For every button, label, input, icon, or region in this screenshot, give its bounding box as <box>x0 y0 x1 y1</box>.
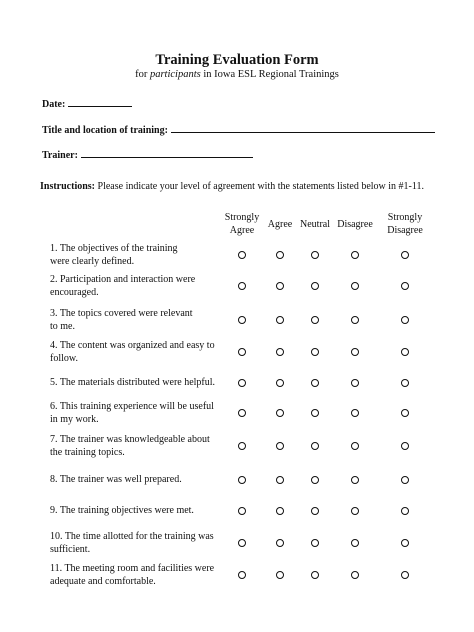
radio-q11-opt2[interactable] <box>276 571 284 579</box>
radio-q2-opt1[interactable] <box>238 282 246 290</box>
question-line1: 1. The objectives of the training <box>50 243 178 254</box>
radio-q9-opt5[interactable] <box>401 507 409 515</box>
scale-header-line1: Agree <box>267 219 293 230</box>
question-7 <box>50 434 225 459</box>
date-field <box>42 96 132 110</box>
radio-q4-opt5[interactable] <box>401 348 409 356</box>
radio-q11-opt4[interactable] <box>351 571 359 579</box>
scale-header-line1: Strongly <box>387 212 423 223</box>
radio-q1-opt1[interactable] <box>238 251 246 259</box>
radio-q11-opt1[interactable] <box>238 571 246 579</box>
question-line2: were clearly defined. <box>50 255 135 267</box>
form-subtitle <box>0 69 474 80</box>
scale-header-line2: Agree <box>229 225 255 236</box>
radio-q4-opt3[interactable] <box>311 348 319 356</box>
date-line[interactable] <box>68 96 132 107</box>
radio-q7-opt1[interactable] <box>238 442 246 450</box>
radio-q9-opt2[interactable] <box>276 507 284 515</box>
form-title: Training Evaluation Form <box>155 52 319 68</box>
instructions-text: Please indicate your level of agreement with the statements listed below in #1-11. <box>95 181 424 192</box>
question-line1: 3. The topics covered were relevant <box>50 308 193 319</box>
trainer-label: Trainer: <box>42 150 78 161</box>
question-line2: adequate and comfortable. <box>50 575 156 587</box>
question-line2: in my work. <box>50 413 99 425</box>
question-line2: the training topics. <box>50 446 125 458</box>
radio-q1-opt4[interactable] <box>351 251 359 259</box>
radio-q6-opt1[interactable] <box>238 409 246 417</box>
radio-q2-opt2[interactable] <box>276 282 284 290</box>
question-line1: 8. The trainer was well prepared. <box>50 474 182 485</box>
scale-header-4 <box>375 211 435 237</box>
question-line1: 2. Participation and interaction were <box>50 274 196 285</box>
scale-header-line1: Neutral <box>300 219 330 230</box>
question-11 <box>50 563 225 588</box>
radio-q9-opt1[interactable] <box>238 507 246 515</box>
radio-q1-opt3[interactable] <box>311 251 319 259</box>
question-line1: 5. The materials distributed were helpful. <box>50 377 216 388</box>
trainer-line[interactable] <box>81 147 253 158</box>
location-field <box>42 122 435 136</box>
question-8 <box>50 474 225 487</box>
radio-q5-opt2[interactable] <box>276 379 284 387</box>
radio-q11-opt3[interactable] <box>311 571 319 579</box>
radio-q2-opt4[interactable] <box>351 282 359 290</box>
radio-q3-opt1[interactable] <box>238 316 246 324</box>
radio-q8-opt1[interactable] <box>238 476 246 484</box>
question-line2: encouraged. <box>50 286 99 298</box>
radio-q6-opt2[interactable] <box>276 409 284 417</box>
question-line1: 10. The time allotted for the training was <box>50 531 214 542</box>
radio-q10-opt4[interactable] <box>351 539 359 547</box>
subtitle-prefix: for <box>135 69 150 80</box>
radio-q6-opt5[interactable] <box>401 409 409 417</box>
question-line2: to me. <box>50 320 75 332</box>
radio-q3-opt2[interactable] <box>276 316 284 324</box>
radio-q8-opt3[interactable] <box>311 476 319 484</box>
question-3 <box>50 308 225 333</box>
radio-q3-opt4[interactable] <box>351 316 359 324</box>
radio-q9-opt3[interactable] <box>311 507 319 515</box>
question-5 <box>50 377 225 390</box>
question-line2: sufficient. <box>50 543 91 555</box>
radio-q7-opt4[interactable] <box>351 442 359 450</box>
question-10 <box>50 531 225 556</box>
radio-q7-opt5[interactable] <box>401 442 409 450</box>
radio-q5-opt4[interactable] <box>351 379 359 387</box>
question-4 <box>50 340 225 365</box>
radio-q4-opt1[interactable] <box>238 348 246 356</box>
radio-q9-opt4[interactable] <box>351 507 359 515</box>
radio-q1-opt2[interactable] <box>276 251 284 259</box>
question-line1: 4. The content was organized and easy to <box>50 340 215 351</box>
subtitle-rest: in Iowa ESL Regional Trainings <box>200 69 339 80</box>
radio-q6-opt4[interactable] <box>351 409 359 417</box>
subtitle-emphasis: participants <box>149 69 201 80</box>
trainer-field <box>42 147 253 161</box>
radio-q2-opt3[interactable] <box>311 282 319 290</box>
question-1 <box>50 243 225 268</box>
radio-q10-opt3[interactable] <box>311 539 319 547</box>
radio-q3-opt5[interactable] <box>401 316 409 324</box>
question-2 <box>50 274 225 299</box>
radio-q1-opt5[interactable] <box>401 251 409 259</box>
radio-q6-opt3[interactable] <box>311 409 319 417</box>
location-label: Title and location of training: <box>42 125 168 136</box>
instructions-label: Instructions: <box>40 181 96 192</box>
radio-q4-opt4[interactable] <box>351 348 359 356</box>
radio-q7-opt2[interactable] <box>276 442 284 450</box>
question-line2: follow. <box>50 352 78 364</box>
radio-q5-opt5[interactable] <box>401 379 409 387</box>
radio-q3-opt3[interactable] <box>311 316 319 324</box>
radio-q8-opt5[interactable] <box>401 476 409 484</box>
scale-header-line2: Disagree <box>387 225 423 236</box>
radio-q5-opt1[interactable] <box>238 379 246 387</box>
scale-header-line1: Disagree <box>337 219 373 230</box>
question-6 <box>50 401 225 426</box>
instructions <box>40 181 424 192</box>
question-line1: 11. The meeting room and facilities were <box>50 563 215 574</box>
radio-q5-opt3[interactable] <box>311 379 319 387</box>
radio-q10-opt2[interactable] <box>276 539 284 547</box>
location-line[interactable] <box>171 122 435 133</box>
radio-q11-opt5[interactable] <box>401 571 409 579</box>
question-line1: 9. The training objectives were met. <box>50 505 194 516</box>
radio-q2-opt5[interactable] <box>401 282 409 290</box>
radio-q10-opt1[interactable] <box>238 539 246 547</box>
question-9 <box>50 505 225 518</box>
radio-q8-opt4[interactable] <box>351 476 359 484</box>
radio-q7-opt3[interactable] <box>311 442 319 450</box>
radio-q8-opt2[interactable] <box>276 476 284 484</box>
scale-header-line1: Strongly <box>224 212 260 223</box>
radio-q10-opt5[interactable] <box>401 539 409 547</box>
radio-q4-opt2[interactable] <box>276 348 284 356</box>
date-label: Date: <box>42 99 66 110</box>
question-line1: 6. This training experience will be useful <box>50 401 214 412</box>
question-line1: 7. The trainer was knowledgeable about <box>50 434 210 445</box>
